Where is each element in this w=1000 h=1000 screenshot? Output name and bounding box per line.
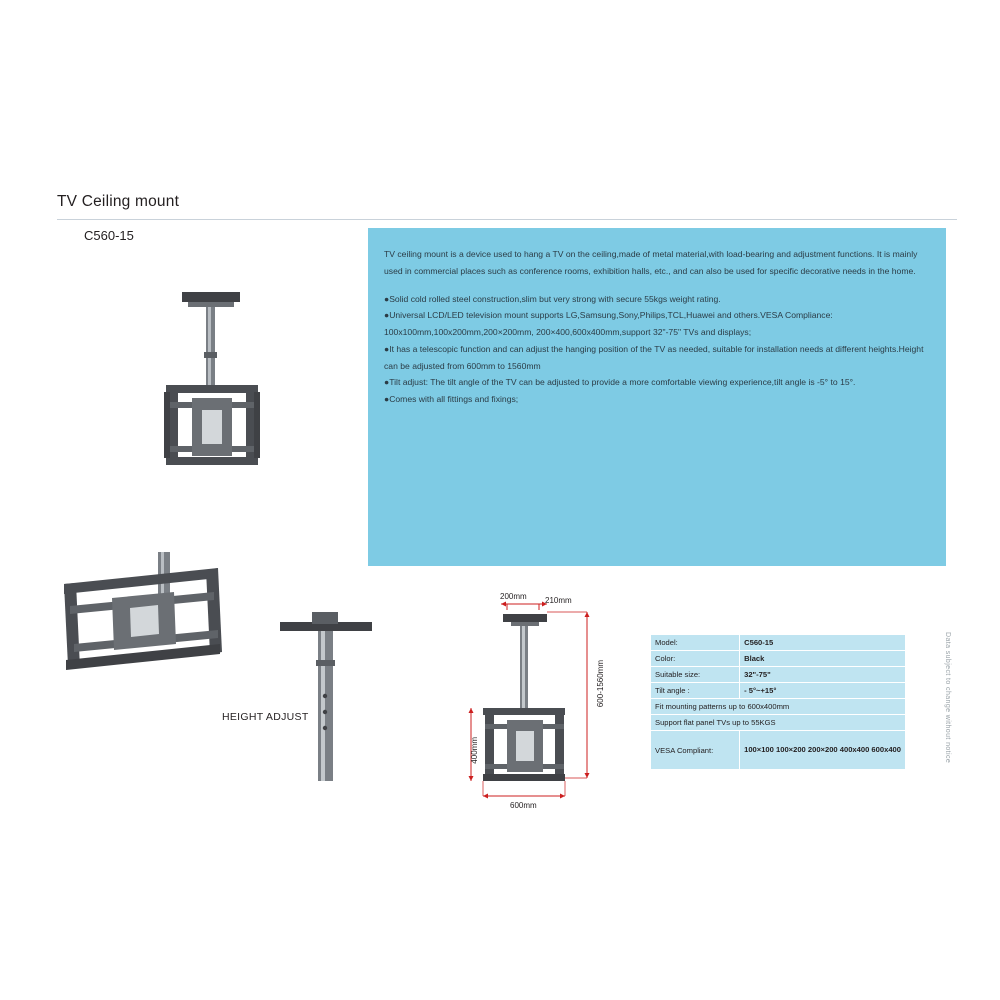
dimension-panel-width: 600mm — [510, 801, 537, 810]
product-image-front-view — [120, 280, 310, 520]
table-row — [651, 731, 906, 770]
table-row — [651, 651, 906, 667]
description-bullet-3: ●It has a telescopic function and can adjust the hanging position of the TV as needed, suitable for installation needs at different heights.Height can be adjusted from 600mm to 1560mm — [384, 343, 924, 371]
spec-key: Color: — [651, 651, 740, 667]
description-bullet-4: ●Tilt adjust: The tilt angle of the TV can be adjusted to provide a more comfortable viewing experience,tilt angle is -5° to 15°. — [384, 377, 856, 388]
table-row — [651, 635, 906, 651]
description-bullet-2: ●Universal LCD/LED television mount supports LG,Samsung,Sony,Philips,TCL,Huawei and others.VESA Compliance: 100x100mm,100x200mm,200×200mm, 200×400,600x400mm,support 32"-75" TVs and displays; — [384, 310, 833, 337]
description-bullet-1: ●Solid cold rolled steel construction,slim but very strong with secure 55kgs weight rating. — [384, 293, 721, 304]
side-note: Data subject to change without notice — [944, 632, 951, 764]
height-adjust-label: HEIGHT ADJUST — [222, 711, 309, 723]
vesa-value: 100×100 100×200 200×200 400x400 600x400 — [740, 731, 906, 770]
vesa-key: VESA Compliant: — [651, 731, 740, 770]
spec-key: Model: — [651, 635, 740, 651]
description-bullet-5: ●Comes with all fittings and fixings; — [384, 394, 519, 404]
product-image-height-adjust — [262, 600, 392, 800]
spec-wide-row-2: Support flat panel TVs up to 55KGS — [651, 715, 906, 731]
spec-value: C560-15 — [740, 635, 906, 651]
product-image-angled-view — [50, 548, 230, 688]
spec-wide-row-1: Fit mounting patterns up to 600x400mm — [651, 699, 906, 715]
description-intro: TV ceiling mount is a device used to hang a TV on the ceiling,made of metal material,with load-bearing and adjustment functions. It is mainly used in commercial places such as conference rooms, exhibition halls, etc., and can also be used for specific decorative needs in the home. — [384, 249, 918, 276]
table-row — [651, 667, 906, 683]
spec-table — [650, 634, 906, 770]
spec-key: Suitable size: — [651, 667, 740, 683]
table-row — [651, 715, 906, 731]
page-title: TV Ceiling mount — [57, 193, 180, 210]
dimension-vertical-range: 600-1560mm — [596, 660, 605, 708]
spec-value: Black — [740, 651, 906, 667]
spec-value: - 5°~+15° — [740, 683, 906, 699]
description-panel — [368, 228, 946, 566]
dimension-top-width: 200mm — [500, 592, 527, 601]
table-row — [651, 699, 906, 715]
description-text — [384, 246, 932, 408]
spec-value: 32"-75" — [740, 667, 906, 683]
dimension-top-width-2: 210mm — [545, 596, 572, 605]
header-divider — [57, 219, 957, 220]
dimension-panel-height: 400mm — [470, 737, 479, 764]
spec-key: Tilt angle : — [651, 683, 740, 699]
model-code: C560-15 — [84, 228, 134, 243]
table-row — [651, 683, 906, 699]
